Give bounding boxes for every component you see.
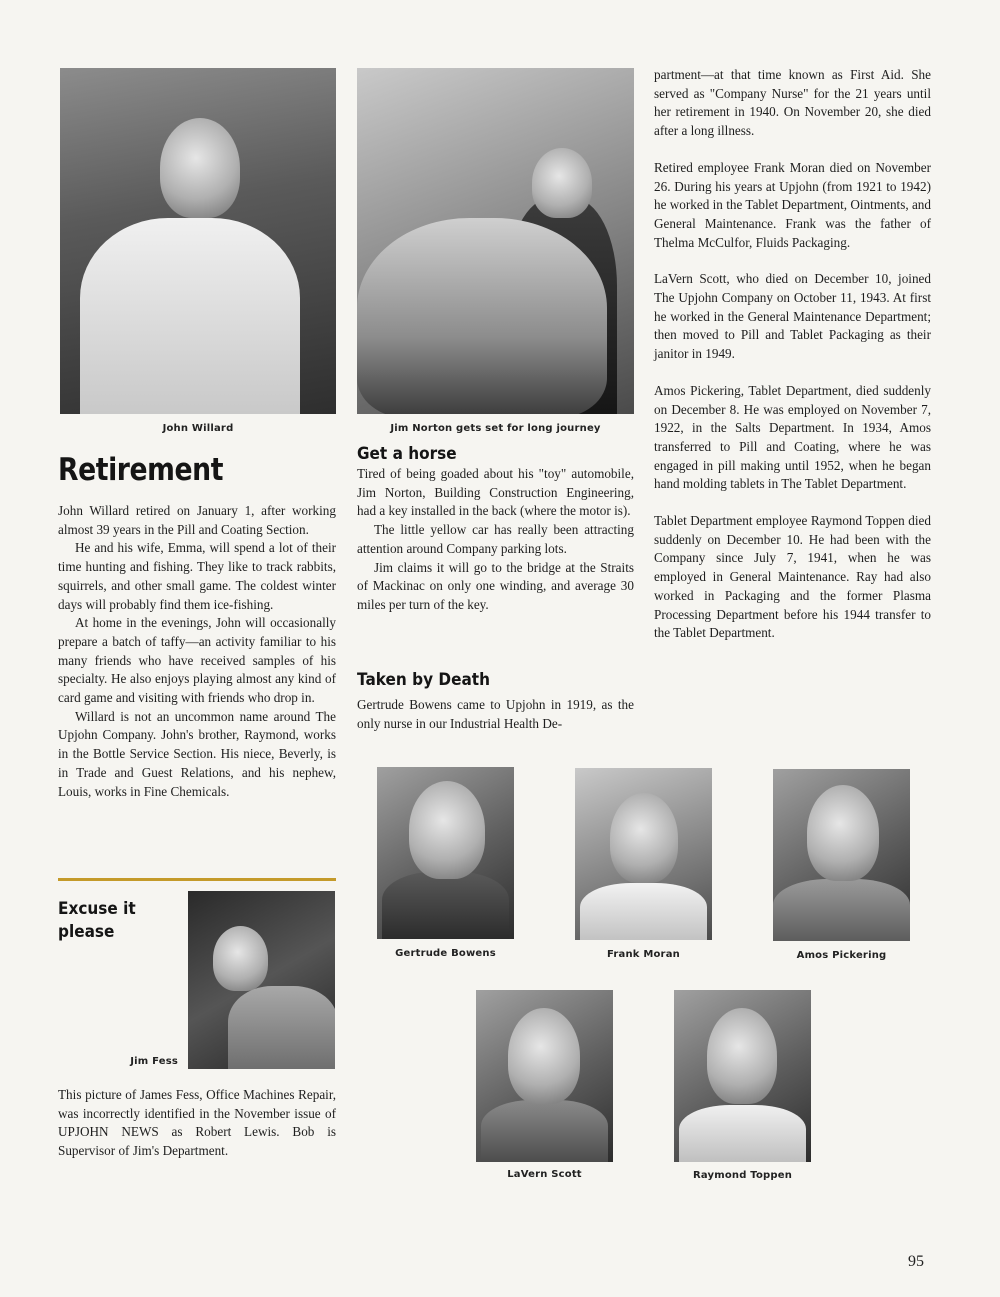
retirement-article bbox=[58, 502, 336, 801]
retirement-paragraph: He and his wife, Emma, will spend a lot of their time hunting and fishing. They like to track rabbits, squirrels, and other small game. The coldest winter days will probably find them ice-fishing. bbox=[58, 540, 336, 612]
excuse-paragraph: This picture of James Fess, Office Machines Repair, was incorrectly identified in the November issue of UPJOHN NEWS as Robert Lewis. Bob is Supervisor of Jim's Department. bbox=[58, 1087, 336, 1159]
caption-amos-pickering: Amos Pickering bbox=[796, 950, 887, 961]
death-paragraph: Amos Pickering, Tablet Department, died suddenly on December 8. He was employed on November 7, 1922, in the Salts Department. In 1934, Amos transferred to Pill and Coating, where he was engaged in pill making until 1952, when he began hand molding tablets in The Tablet Department. bbox=[654, 382, 931, 492]
photo-frank-moran bbox=[575, 768, 712, 940]
horse-paragraph: Jim claims it will go to the bridge at the Straits of Mackinac on only one winding, and average 30 miles per turn of the key. bbox=[357, 559, 634, 612]
death-paragraph: Gertrude Bowens came to Upjohn in 1919, as the only nurse in our Industrial Health De- bbox=[357, 697, 634, 731]
death-article-start bbox=[357, 696, 634, 733]
death-paragraph: partment—at that time known as First Aid. She served as "Company Nurse" for the 21 years until her retirement in 1940. On November 20, she died after a long illness. bbox=[654, 67, 931, 139]
death-paragraph: Retired employee Frank Moran died on November 26. During his years at Upjohn (from 1921 to 1942) he worked in the Tablet Department, Ointments, and General Maintenance. Frank was the father of Thelma McCulfor, Fluids Packaging. bbox=[654, 159, 931, 250]
retirement-paragraph: At home in the evenings, John will occasionally prepare a batch of taffy—an activity familiar to his many friends who have received samples of his specialty. He also enjoys playing almost any kind of card game and visiting with friends who drop in. bbox=[58, 615, 336, 706]
caption-jim-norton: Jim Norton gets set for long journey bbox=[390, 423, 601, 434]
caption-gertrude-bowens: Gertrude Bowens bbox=[395, 948, 496, 959]
death-heading: Taken by Death bbox=[357, 670, 491, 690]
horse-heading: Get a horse bbox=[357, 444, 457, 464]
horse-article bbox=[357, 465, 634, 615]
photo-gertrude-bowens bbox=[377, 767, 514, 939]
excuse-heading bbox=[58, 898, 136, 944]
caption-jim-fess: Jim Fess bbox=[130, 1056, 178, 1067]
death-paragraph: LaVern Scott, who died on December 10, joined The Upjohn Company on October 11, 1943. At first he worked in the General Maintenance Department; then moved to Pill and Tablet Packaging as their janitor in 1949. bbox=[654, 271, 931, 362]
caption-raymond-toppen: Raymond Toppen bbox=[692, 1170, 793, 1181]
photo-john-willard bbox=[60, 68, 336, 414]
caption-john-willard: John Willard bbox=[162, 423, 234, 434]
page-number: 95 bbox=[908, 1253, 924, 1270]
photo-lavern-scott bbox=[476, 990, 613, 1162]
death-article-continued bbox=[654, 66, 931, 643]
excuse-heading-line: please bbox=[58, 922, 115, 942]
excuse-heading-line: Excuse it bbox=[58, 899, 136, 919]
gold-divider bbox=[58, 878, 336, 881]
photo-raymond-toppen bbox=[674, 990, 811, 1162]
horse-paragraph: Tired of being goaded about his "toy" automobile, Jim Norton, Building Construction Engineering, had a key installed in the back (where the motor is). bbox=[357, 466, 634, 519]
caption-lavern-scott: LaVern Scott bbox=[507, 1169, 582, 1180]
photo-jim-norton bbox=[357, 68, 634, 414]
retirement-paragraph: John Willard retired on January 1, after working almost 39 years in the Pill and Coating Section. bbox=[58, 503, 336, 537]
photo-jim-fess bbox=[188, 891, 335, 1069]
death-paragraph: Tablet Department employee Raymond Toppen died suddenly on December 10. He had been with the Company since July 7, 1941, when he was employed in General Maintenance. Ray had also worked in Packaging and the former Plasma Processing Department before his 1944 transfer to the Tablet Department. bbox=[654, 513, 931, 641]
caption-frank-moran: Frank Moran bbox=[607, 949, 680, 960]
retirement-paragraph: Willard is not an uncommon name around The Upjohn Company. John's brother, Raymond, works in the Bottle Service Section. His niece, Beverly, is in Trade and Guest Relations, and his nephew, Louis, works in Fine Chemicals. bbox=[58, 708, 336, 799]
retirement-heading: Retirement bbox=[58, 452, 224, 488]
excuse-article bbox=[58, 1086, 336, 1161]
horse-paragraph: The little yellow car has really been attracting attention around Company parking lots. bbox=[357, 522, 634, 556]
photo-amos-pickering bbox=[773, 769, 910, 941]
